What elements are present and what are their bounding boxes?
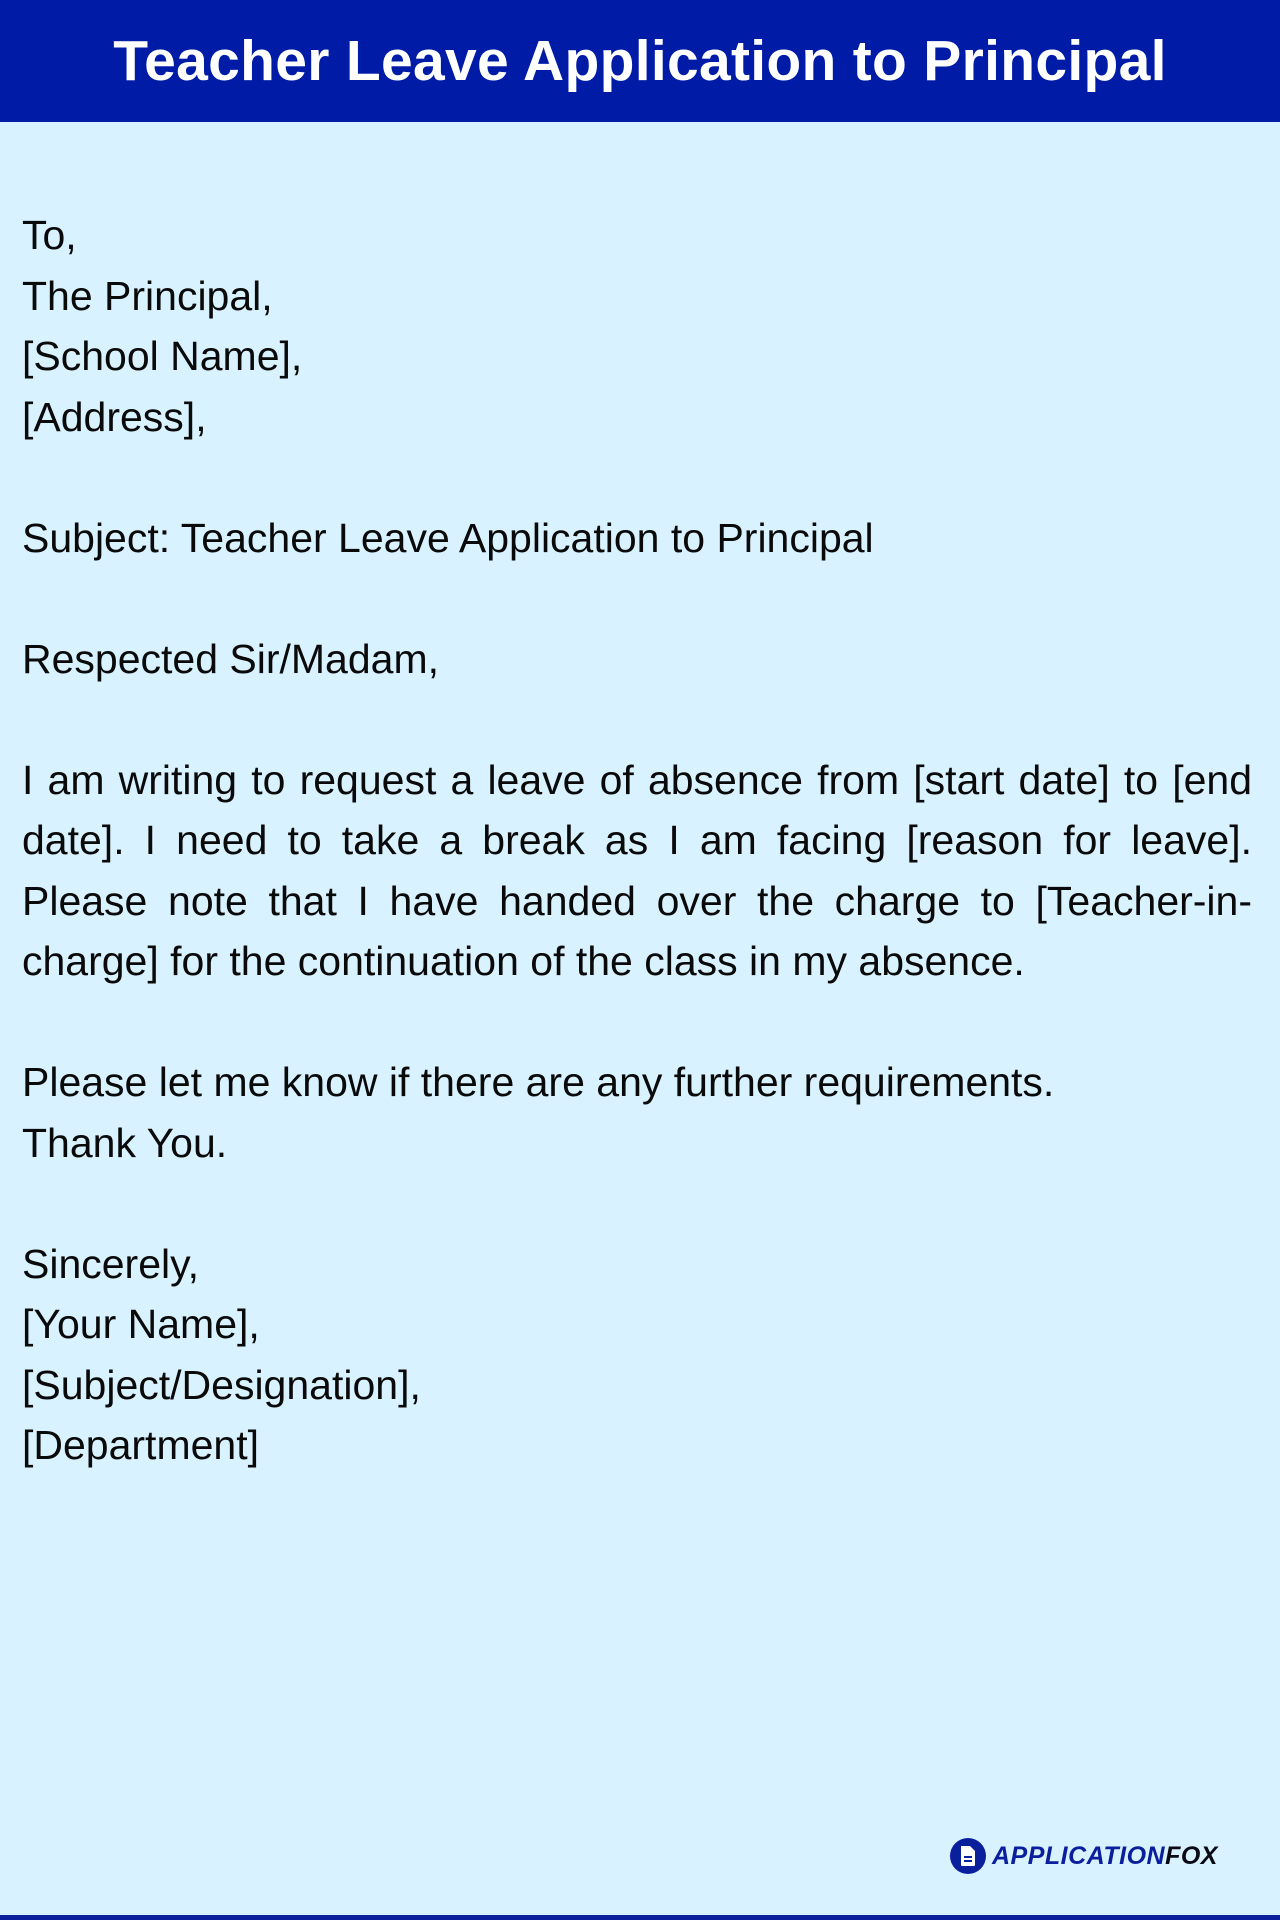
body-paragraph: I am writing to request a leave of absence from [start date] to [end date]. I need to take a break as I am facing [reason for leave]. Please note that I have handed over the charge to [Teacher-in-charge] for the continuation of the class in my absence.	[22, 756, 1252, 984]
address-line: [School Name],	[22, 333, 303, 379]
salutation: Respected Sir/Madam,	[22, 635, 440, 682]
closing-line: Thank You.	[22, 1119, 228, 1166]
document-icon	[950, 1838, 986, 1874]
signoff-line: [Subject/Designation],	[22, 1361, 421, 1408]
address-line: To,	[22, 212, 77, 258]
header-banner	[0, 0, 1280, 122]
signoff-line: [Your Name],	[22, 1301, 260, 1347]
spacer	[22, 992, 1252, 1053]
page-title: Teacher Leave Application to Principal	[113, 29, 1167, 93]
letter-body	[22, 205, 1252, 1476]
spacer	[22, 447, 1252, 508]
spacer	[22, 689, 1252, 750]
subject-line: Subject: Teacher Leave Application to Principal	[22, 514, 874, 561]
signoff-line: [Department]	[22, 1422, 259, 1468]
brand-name-part2: FOX	[1165, 1841, 1218, 1870]
address-line: The Principal,	[22, 272, 273, 319]
signoff-line: Sincerely,	[22, 1240, 199, 1287]
brand-name	[992, 1842, 1218, 1871]
applicationfox-logo	[950, 1838, 1218, 1874]
spacer	[22, 1173, 1252, 1234]
bottom-border	[0, 1915, 1280, 1920]
brand-name-part1: APPLICATION	[992, 1841, 1166, 1870]
address-line: [Address],	[22, 393, 207, 440]
spacer	[22, 568, 1252, 629]
closing-line: Please let me know if there are any further requirements.	[22, 1059, 1055, 1105]
